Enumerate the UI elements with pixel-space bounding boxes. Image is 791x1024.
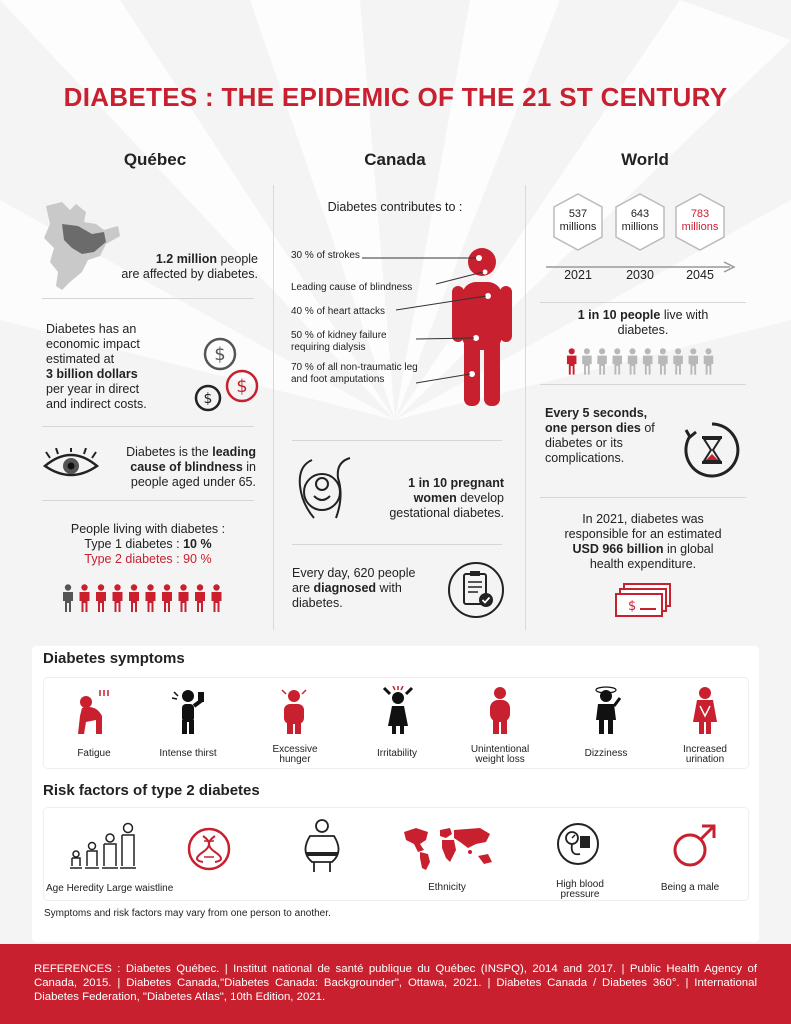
types-title: People living with diabetes : bbox=[70, 522, 226, 536]
hex-unit: millions bbox=[681, 221, 719, 233]
divider bbox=[292, 544, 502, 545]
risk-title: Risk factors of type 2 diabetes bbox=[43, 782, 260, 799]
hex-year: 2045 bbox=[686, 268, 714, 282]
symptom-label-line: weight loss bbox=[475, 754, 525, 765]
symptom-label bbox=[49, 749, 139, 759]
pregnancy-bold: women bbox=[413, 491, 457, 505]
person-icon bbox=[673, 348, 683, 374]
risk-blood-pressure bbox=[540, 880, 620, 900]
hex-value: 783 bbox=[690, 208, 710, 220]
person-icon bbox=[582, 348, 592, 374]
hex-unit: millions bbox=[559, 221, 597, 233]
symptoms-title: Diabetes symptoms bbox=[43, 650, 185, 667]
risk-age-heredity-waist: Age Heredity Large waistline bbox=[46, 883, 174, 894]
age-icon bbox=[68, 820, 140, 872]
death-line: diabetes or its bbox=[545, 436, 623, 450]
canada-pregnancy-text bbox=[364, 476, 504, 521]
person-icon bbox=[567, 348, 577, 374]
urination-icon bbox=[690, 686, 720, 736]
ratio-bold: 1 in 10 people bbox=[577, 308, 661, 322]
blindness-line: in bbox=[242, 460, 256, 474]
person-icon bbox=[658, 348, 668, 374]
risk-note: Symptoms and risk factors may vary from one person to another. bbox=[44, 908, 331, 919]
divider bbox=[42, 298, 254, 299]
person-icon bbox=[597, 348, 607, 374]
hex-value: 643 bbox=[630, 208, 650, 220]
references-footer bbox=[0, 944, 791, 1024]
economic-line: Diabetes has an bbox=[46, 322, 137, 336]
eye-icon bbox=[42, 448, 100, 482]
world-people-ratio-icon bbox=[566, 348, 726, 376]
dollar-coins-icon bbox=[192, 336, 262, 416]
person-icon bbox=[628, 348, 638, 374]
body-diagram bbox=[286, 238, 526, 413]
person-icon bbox=[162, 584, 172, 612]
dollar-sign: $ bbox=[203, 391, 213, 407]
page-title: DIABETES : THE EPIDEMIC OF THE 21 ST CENTURY bbox=[63, 82, 728, 112]
dna-icon bbox=[186, 826, 232, 872]
dollar-sign: $ bbox=[214, 344, 226, 365]
fatigue-icon bbox=[72, 688, 116, 736]
blindness-bold: cause of blindness bbox=[130, 460, 243, 474]
hex-unit: millions bbox=[621, 221, 659, 233]
death-bold: Every 5 seconds, bbox=[545, 406, 648, 420]
diagnosed-line: with bbox=[376, 581, 402, 595]
symptom-label-line: Increased bbox=[683, 744, 727, 755]
economic-line: and indirect costs. bbox=[46, 397, 147, 411]
quebec-map-icon bbox=[40, 200, 124, 292]
clipboard-check-icon bbox=[446, 560, 506, 620]
quebec-types-text bbox=[42, 522, 254, 567]
death-bold: one person dies bbox=[545, 421, 641, 435]
cost-line: health expenditure. bbox=[589, 557, 697, 571]
bp-line: pressure bbox=[560, 889, 600, 900]
type1-value: 10 % bbox=[183, 537, 212, 551]
symptom-label bbox=[250, 745, 340, 765]
type1-label: Type 1 diabetes : bbox=[84, 537, 184, 551]
money-bills-icon bbox=[614, 582, 674, 618]
canada-heart: 40 % of heart attacks bbox=[291, 306, 385, 317]
economic-line: economic impact bbox=[46, 337, 140, 351]
dollar-sign: $ bbox=[628, 599, 637, 614]
symptom-label-line: Dizziness bbox=[584, 748, 628, 759]
hex-year: 2021 bbox=[564, 268, 592, 282]
economic-line: estimated at bbox=[46, 352, 115, 366]
bp-line: High blood bbox=[556, 879, 604, 890]
quebec-affected-text: people bbox=[216, 252, 258, 266]
diagnosed-line: Every day, 620 people bbox=[292, 566, 416, 580]
symptom-label bbox=[143, 749, 233, 759]
column-header-quebec: Québec bbox=[123, 150, 187, 169]
person-icon bbox=[704, 348, 714, 374]
hex-forecast-2021 bbox=[552, 192, 604, 252]
hunger-icon bbox=[276, 688, 312, 736]
quebec-economic-text bbox=[46, 322, 196, 412]
person-icon bbox=[613, 348, 623, 374]
canada-amputations bbox=[291, 362, 418, 386]
thirst-icon bbox=[168, 688, 208, 736]
divider bbox=[540, 497, 746, 498]
person-icon bbox=[195, 584, 205, 612]
quebec-affected-line2: are affected by diabetes. bbox=[121, 267, 258, 281]
cost-line: in global bbox=[663, 542, 714, 556]
person-icon bbox=[96, 584, 106, 612]
blindness-bold: leading bbox=[212, 445, 256, 459]
hex-value: 537 bbox=[568, 208, 588, 220]
divider bbox=[42, 426, 254, 427]
waistline-icon bbox=[300, 818, 344, 874]
symptom-label-line: Fatigue bbox=[77, 748, 111, 759]
person-icon bbox=[146, 584, 156, 612]
world-cost-text bbox=[540, 512, 746, 572]
economic-line: per year in direct bbox=[46, 382, 140, 396]
dizziness-icon bbox=[588, 686, 624, 736]
diagnosed-line: are bbox=[292, 581, 314, 595]
person-icon bbox=[63, 584, 73, 612]
divider bbox=[42, 500, 254, 501]
pregnancy-line: develop bbox=[456, 491, 504, 505]
symptom-label-line: hunger bbox=[279, 754, 311, 765]
symptom-label-line: Intense thirst bbox=[159, 748, 217, 759]
death-line: complications. bbox=[545, 451, 625, 465]
divider bbox=[540, 384, 746, 385]
canada-diagnosed-text bbox=[292, 566, 442, 611]
column-header-world: World bbox=[621, 150, 669, 169]
cost-bold: USD 966 billion bbox=[572, 542, 664, 556]
references-text: : Diabetes Québec. | Institut national de santé publique du Québec (INSPQ), 2014 and 2017. | Public Health Agency of Canada, 2015. | Diabetes Canada,"Diabetes Canada: Backgrounder", Ottawa, 2021. | Diabetes Canada / Diabetes 360°. | International Diabetes Federation, "Diabetes Atlas", 10th Edition, 2021. bbox=[34, 963, 757, 1003]
risk-male: Being a male bbox=[660, 882, 720, 893]
hex-forecast-2045 bbox=[674, 192, 726, 252]
symptom-label-line: Irritability bbox=[376, 748, 417, 759]
symptom-label bbox=[660, 745, 750, 765]
symptom-label-line: Unintentional bbox=[470, 744, 530, 755]
ratio-line: diabetes. bbox=[617, 323, 669, 337]
person-icon bbox=[212, 584, 222, 612]
person-icon bbox=[689, 348, 699, 374]
amputation-line: and foot amputations bbox=[291, 374, 385, 385]
pregnant-woman-icon bbox=[292, 456, 362, 526]
person-icon bbox=[643, 348, 653, 374]
divider bbox=[540, 302, 746, 303]
world-map-icon bbox=[402, 826, 496, 872]
symptom-label-line: Excessive bbox=[272, 744, 318, 755]
blindness-line: people aged under 65. bbox=[130, 475, 256, 489]
kidney-line: requiring dialysis bbox=[291, 342, 366, 353]
symptom-label-line: urination bbox=[685, 754, 725, 765]
symptom-label bbox=[561, 749, 651, 759]
symptom-label bbox=[352, 749, 442, 759]
male-symbol-icon bbox=[668, 820, 720, 872]
canada-strokes: 30 % of strokes bbox=[291, 250, 360, 261]
canada-kidney bbox=[291, 330, 387, 354]
diagnosed-line: diabetes. bbox=[292, 596, 343, 610]
blood-pressure-icon bbox=[556, 822, 600, 868]
risk-ethnicity: Ethnicity bbox=[428, 882, 466, 893]
people-ratio-icon bbox=[62, 584, 232, 614]
weight-loss-icon bbox=[482, 686, 518, 736]
irritability-icon bbox=[378, 686, 418, 736]
canada-blindness: Leading cause of blindness bbox=[291, 282, 413, 293]
death-line: of bbox=[640, 421, 655, 435]
pregnancy-bold: 1 in 10 pregnant bbox=[408, 476, 504, 490]
quebec-blindness-text bbox=[102, 445, 256, 490]
pregnancy-line: gestational diabetes. bbox=[389, 506, 504, 520]
person-icon bbox=[179, 584, 189, 612]
blindness-line: Diabetes is the bbox=[126, 445, 213, 459]
ratio-line: live with bbox=[660, 308, 709, 322]
world-death-text bbox=[545, 406, 685, 466]
quebec-affected-count: 1.2 million bbox=[155, 252, 217, 266]
amputation-line: 70 % of all non-traumatic leg bbox=[291, 362, 418, 373]
kidney-line: 50 % of kidney failure bbox=[291, 330, 387, 341]
references-label: REFERENCES bbox=[34, 963, 112, 975]
cost-line: responsible for an estimated bbox=[564, 527, 722, 541]
column-divider bbox=[273, 185, 274, 630]
economic-amount: 3 billion dollars bbox=[46, 367, 138, 381]
world-ratio-text bbox=[540, 308, 746, 338]
hourglass-icon bbox=[682, 420, 742, 480]
dollar-sign: $ bbox=[236, 376, 248, 397]
cost-line: In 2021, diabetes was bbox=[582, 512, 704, 526]
diagnosed-bold: diagnosed bbox=[313, 581, 377, 595]
hex-year: 2030 bbox=[626, 268, 654, 282]
person-icon bbox=[80, 584, 90, 612]
column-header-canada: Canada bbox=[364, 150, 426, 169]
person-icon bbox=[113, 584, 123, 612]
symptom-label bbox=[455, 745, 545, 765]
canada-contrib-title: Diabetes contributes to : bbox=[327, 200, 463, 214]
type2-text: Type 2 diabetes : 90 % bbox=[84, 552, 212, 566]
hex-forecast-2030 bbox=[614, 192, 666, 252]
person-icon bbox=[129, 584, 139, 612]
divider bbox=[292, 440, 502, 441]
timeline-arrow bbox=[544, 260, 740, 274]
